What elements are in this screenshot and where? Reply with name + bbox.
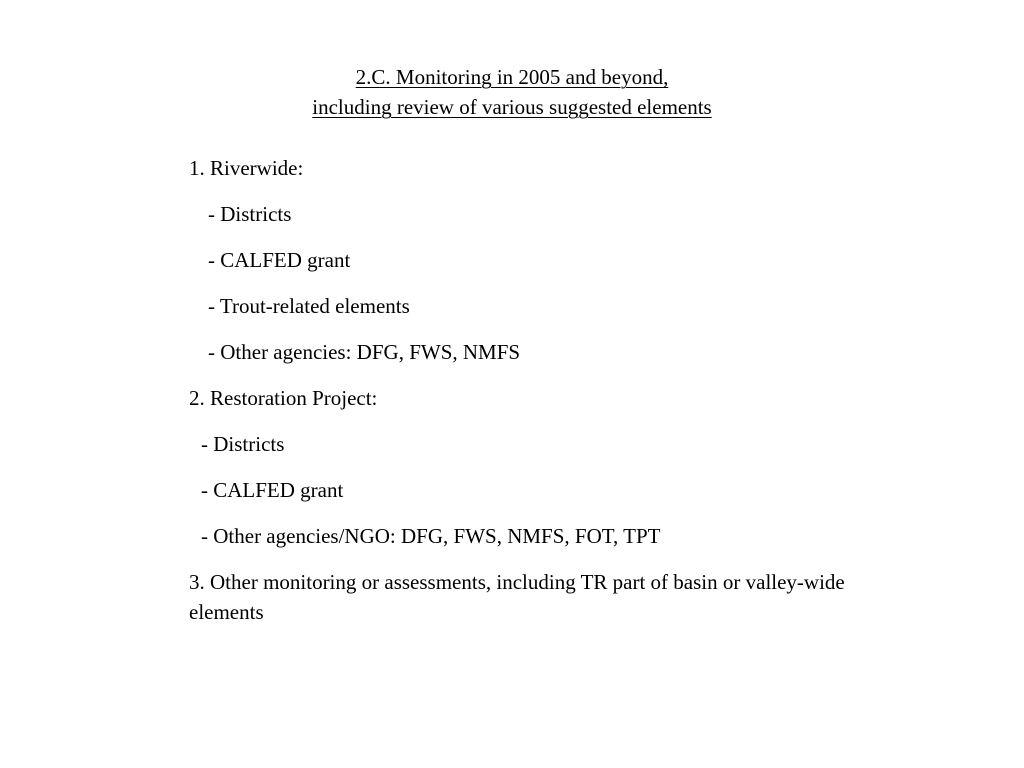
title-line-2: including review of various suggested elements bbox=[312, 95, 712, 119]
list-item: - Trout-related elements bbox=[208, 294, 410, 318]
list-item: - Districts bbox=[208, 202, 292, 226]
section-heading-restoration-project: 2. Restoration Project: bbox=[189, 386, 378, 410]
list-item: - Districts bbox=[201, 432, 285, 456]
list-item: - CALFED grant bbox=[208, 248, 351, 272]
title-line-1: 2.C. Monitoring in 2005 and beyond, bbox=[355, 65, 669, 89]
slide-title bbox=[0, 62, 1024, 122]
list-item: - Other agencies: DFG, FWS, NMFS bbox=[208, 340, 521, 364]
list-item: - CALFED grant bbox=[201, 478, 344, 502]
outline-content bbox=[189, 153, 889, 643]
section-heading-riverwide: 1. Riverwide: bbox=[189, 156, 304, 180]
section-heading-other-monitoring: 3. Other monitoring or assessments, including TR part of basin or valley-wide elements bbox=[189, 570, 845, 624]
list-item: - Other agencies/NGO: DFG, FWS, NMFS, FOT, TPT bbox=[201, 524, 661, 548]
